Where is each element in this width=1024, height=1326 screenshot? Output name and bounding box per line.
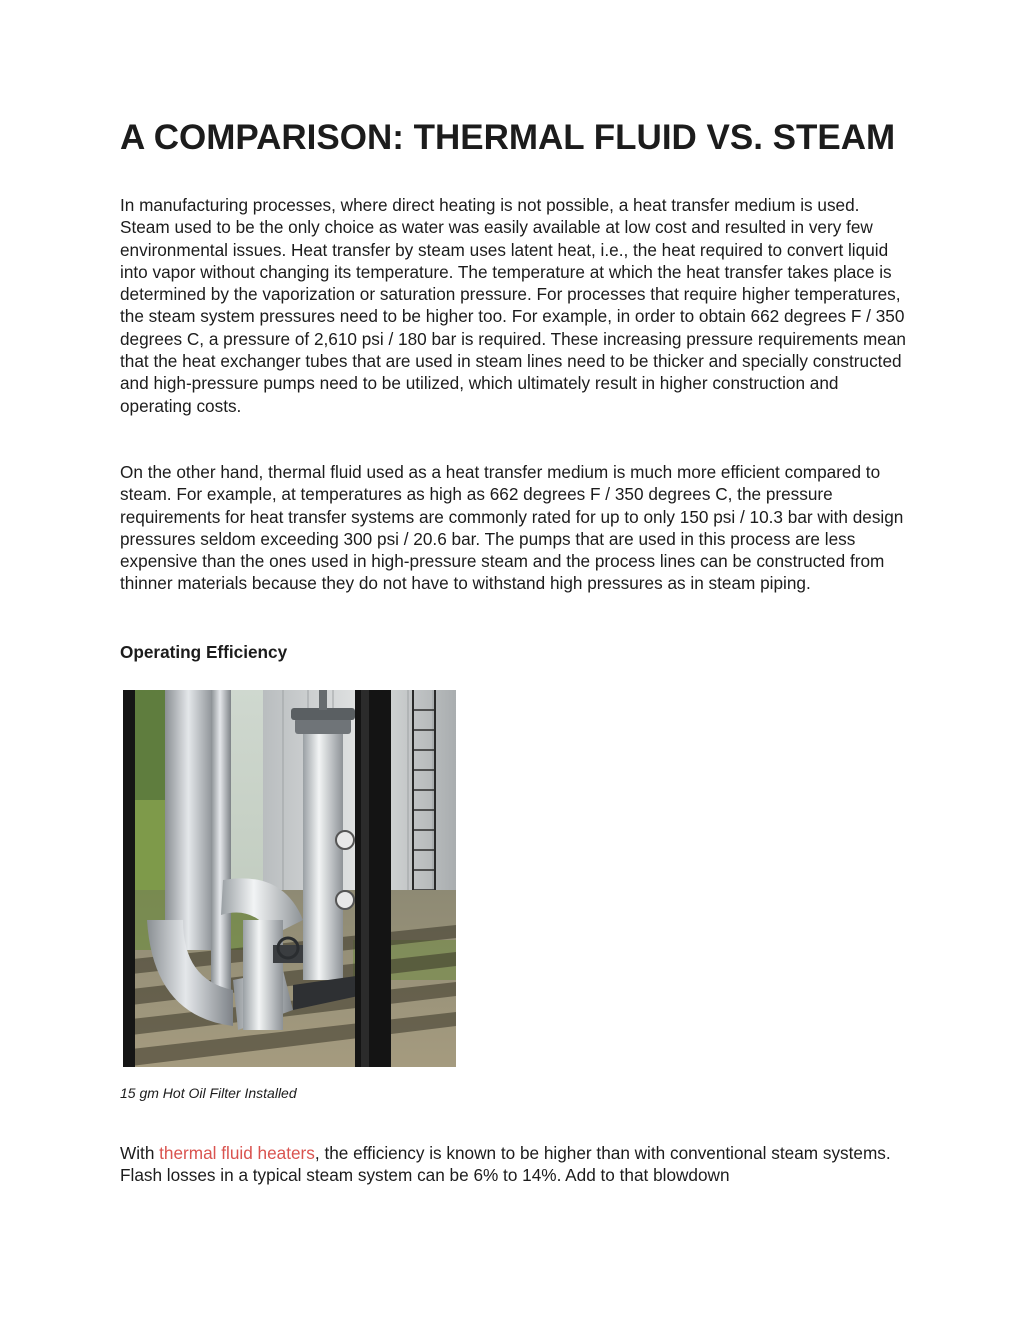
thermal-fluid-paragraph: On the other hand, thermal fluid used as a heat transfer medium is much more efficient compared to steam. For example, at temperatures as high as 662 degrees F / 350 degrees C, the pressure requirements for heat transfer systems are commonly rated for up to only 150 psi / 10.3 bar with design pressures seldom exceeding 300 psi / 20.6 bar. The pumps that are used in this process are less expensive than the ones used in high-pressure steam and the process lines can be constructed from thinner materials because they do not have to withstand high pressures as in steam piping. — [120, 462, 904, 594]
photo-caption: 15 gm Hot Oil Filter Installed — [120, 1085, 297, 1101]
efficiency-text-start: With — [120, 1143, 160, 1163]
thermal-fluid-heaters-link[interactable]: thermal fluid heaters — [159, 1143, 315, 1163]
hot-oil-filter-photo — [123, 690, 456, 1067]
efficiency-text-end: , the efficiency is known to be higher than with conventional steam systems. Flash losses in a typical steam system can be 6% to 14%. Add to that blowdown — [120, 1143, 891, 1186]
efficiency-paragraph — [120, 1142, 910, 1187]
section-heading-operating-efficiency: Operating Efficiency — [120, 642, 288, 662]
intro-paragraph: In manufacturing processes, where direct heating is not possible, a heat transfer medium is used. Steam used to be the only choice as water was easily available at low cost and resulted in very few environmental issues. Heat transfer by steam uses latent heat, i.e., the heat required to convert liquid into vapor without changing its temperature. The temperature at which the heat transfer takes place is determined by the vaporization or saturation pressure. For processes that require higher temperatures, the steam system pressures need to be higher too. For example, in order to obtain 662 degrees F / 350 degrees C, a pressure of 2,610 psi / 180 bar is required. These increasing pressure requirements mean that the heat exchanger tubes that are used in steam lines need to be thicker and specially constructed and high-pressure pumps need to be utilized, which ultimately result in higher construction and operating costs. — [120, 195, 906, 416]
page-title: A COMPARISON: THERMAL FLUID VS. STEAM — [120, 118, 896, 157]
